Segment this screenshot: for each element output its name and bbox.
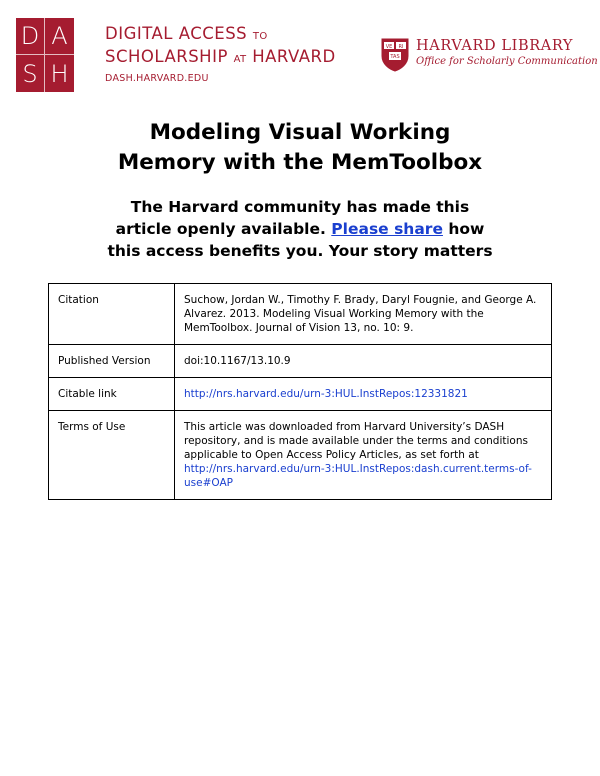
citable-link-row bbox=[49, 378, 552, 411]
citation-row bbox=[49, 284, 552, 345]
notice-line-2-suffix: how bbox=[448, 220, 485, 238]
dash-line-1-small: TO bbox=[252, 31, 268, 42]
dash-letter-h: H bbox=[50, 59, 69, 88]
dash-line-2-small: AT bbox=[233, 54, 247, 65]
dash-wordmark bbox=[105, 24, 336, 84]
citable-link-label: Citable link bbox=[49, 378, 175, 411]
dash-line-1-main: DIGITAL ACCESS bbox=[105, 24, 248, 43]
citation-value: Suchow, Jordan W., Timothy F. Brady, Daryl Fougnie, and George A. Alvarez. 2013. Modeling Visual Working Memory with the MemToolbox. Journal of Vision 13, no. 10: 9. bbox=[175, 284, 552, 345]
citation-label: Citation bbox=[49, 284, 175, 345]
shield-text-tas: TAS bbox=[390, 54, 400, 60]
metadata-table bbox=[48, 283, 552, 500]
dash-letter-d: D bbox=[16, 18, 45, 55]
notice-line-3: this access benefits you. Your story matters bbox=[107, 242, 493, 260]
shield-text-ri: RI bbox=[398, 44, 404, 50]
harvard-library-wordmark bbox=[416, 38, 598, 67]
terms-of-use-row bbox=[49, 411, 552, 500]
document-title bbox=[0, 118, 600, 178]
terms-of-use-label: Terms of Use bbox=[49, 411, 175, 500]
dash-line-1 bbox=[105, 24, 336, 47]
dash-letter-s: S bbox=[16, 55, 45, 92]
citable-link[interactable]: http://nrs.harvard.edu/urn-3:HUL.InstRepos:12331821 bbox=[184, 388, 468, 400]
dash-letter-a: A bbox=[45, 18, 74, 55]
published-version-label: Published Version bbox=[49, 345, 175, 378]
notice-line-1: The Harvard community has made this bbox=[130, 198, 470, 216]
dash-logo bbox=[16, 18, 74, 92]
notice-line-2-prefix: article openly available. bbox=[115, 220, 326, 238]
dash-line-2-end: HARVARD bbox=[252, 47, 336, 66]
library-subtitle: Office for Scholarly Communication bbox=[416, 56, 598, 67]
library-title: HARVARD LIBRARY bbox=[416, 38, 574, 54]
published-version-value: doi:10.1167/13.10.9 bbox=[175, 345, 552, 378]
dash-line-2 bbox=[105, 47, 336, 70]
dash-url[interactable]: DASH.HARVARD.EDU bbox=[105, 73, 209, 84]
shield-text-ve: VE bbox=[385, 44, 393, 50]
harvard-shield-icon bbox=[381, 38, 409, 72]
published-version-row bbox=[49, 345, 552, 378]
terms-of-use-link[interactable]: http://nrs.harvard.edu/urn-3:HUL.InstRepos:dash.current.terms-of-use#OAP bbox=[184, 463, 532, 489]
dash-line-2-main: SCHOLARSHIP bbox=[105, 47, 228, 66]
access-notice bbox=[0, 196, 600, 262]
terms-of-use-text: This article was downloaded from Harvard University’s DASH repository, and is made available under the terms and conditions applicable to Open Access Policy Articles, as set forth at bbox=[184, 421, 528, 461]
terms-of-use-cell bbox=[175, 411, 552, 500]
citable-link-cell bbox=[175, 378, 552, 411]
title-line-2: Memory with the MemToolbox bbox=[117, 150, 483, 175]
title-line-1: Modeling Visual Working bbox=[149, 120, 451, 145]
please-share-link[interactable]: Please share bbox=[331, 220, 443, 238]
